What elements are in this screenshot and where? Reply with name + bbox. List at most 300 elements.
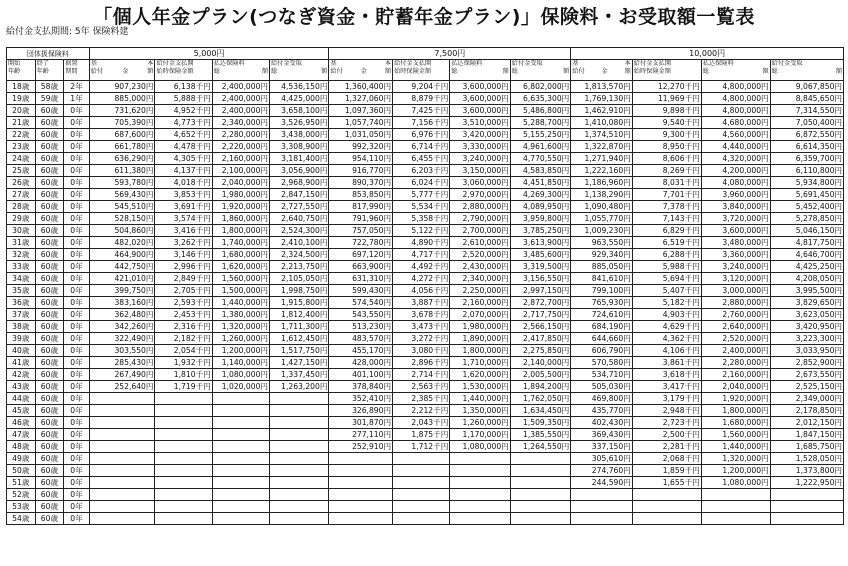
total-premium-7500-cell: 2,970,000円 <box>450 189 510 201</box>
total-premium-10000-cell: 4,560,000円 <box>701 129 770 141</box>
lump-sum-10000-cell: 5,988千円 <box>632 261 701 273</box>
total-receipt-7500-cell: 3,485,600円 <box>510 249 570 261</box>
total-receipt-10000-cell: 3,995,500円 <box>770 285 843 297</box>
total-receipt-7500-cell: 1,634,450円 <box>510 405 570 417</box>
total-receipt-5000-cell <box>270 513 329 525</box>
lump-sum-10000-cell: 2,068千円 <box>632 453 701 465</box>
total-receipt-7500-cell: 1,264,550円 <box>510 441 570 453</box>
start-age-cell: 19歳 <box>7 93 36 105</box>
total-premium-10000-cell: 1,440,000円 <box>701 441 770 453</box>
base-benefit-5000-cell: 731,620円 <box>89 105 155 117</box>
total-premium-7500-cell: 2,520,000円 <box>450 249 510 261</box>
lump-sum-7500-cell <box>393 465 450 477</box>
base-benefit-5000-cell: 907,230円 <box>89 81 155 93</box>
total-receipt-7500-cell <box>510 477 570 489</box>
total-premium-7500-cell: 1,080,000円 <box>450 441 510 453</box>
lump-sum-7500-cell <box>393 477 450 489</box>
group-header-10000: 10,000円 <box>571 48 844 60</box>
start-age-cell: 48歳 <box>7 441 36 453</box>
base-benefit-7500-cell: 326,890円 <box>329 405 393 417</box>
start-age-cell: 25歳 <box>7 165 36 177</box>
start-age-cell: 30歳 <box>7 225 36 237</box>
total-premium-10000-cell: 4,080,000円 <box>701 177 770 189</box>
base-benefit-10000-cell: 1,090,480円 <box>571 201 633 213</box>
base-benefit-10000-cell: 1,410,080円 <box>571 117 633 129</box>
total-premium-5000-cell: 1,500,000円 <box>212 285 269 297</box>
deferral-period-cell: 0年 <box>64 225 89 237</box>
deferral-period-cell: 0年 <box>64 153 89 165</box>
deferral-period-cell: 0年 <box>64 489 89 501</box>
deferral-period-cell: 0年 <box>64 333 89 345</box>
base-benefit-7500-cell: 663,900円 <box>329 261 393 273</box>
lump-sum-5000-cell: 2,996千円 <box>155 261 212 273</box>
lump-sum-7500-cell: 4,492千円 <box>393 261 450 273</box>
lump-sum-5000-cell: 3,262千円 <box>155 237 212 249</box>
deferral-period-cell: 0年 <box>64 501 89 513</box>
base-benefit-5000-cell: 399,750円 <box>89 285 155 297</box>
start-age-cell: 33歳 <box>7 261 36 273</box>
lump-sum-10000-cell: 3,861千円 <box>632 357 701 369</box>
page-title: 「個人年金プラン(つなぎ資金・貯蓄年金プラン)」保険料・お受取額一覧表 <box>93 6 755 28</box>
total-premium-10000-cell: 3,000,000円 <box>701 285 770 297</box>
base-benefit-7500-cell: 483,570円 <box>329 333 393 345</box>
base-benefit-7500-cell: 853,850円 <box>329 189 393 201</box>
total-receipt-5000-cell: 2,324,500円 <box>270 249 329 261</box>
total-premium-5000-cell: 1,920,000円 <box>212 201 269 213</box>
total-receipt-7500-cell <box>510 465 570 477</box>
lump-sum-10000-cell: 8,269千円 <box>632 165 701 177</box>
start-age-cell: 34歳 <box>7 273 36 285</box>
base-benefit-5000-cell: 362,480円 <box>89 309 155 321</box>
total-receipt-7500-cell: 5,288,700円 <box>510 117 570 129</box>
lump-sum-7500-cell: 3,473千円 <box>393 321 450 333</box>
deferral-period-cell: 0年 <box>64 117 89 129</box>
total-premium-10000-cell: 4,440,000円 <box>701 141 770 153</box>
end-age-cell: 60歳 <box>35 201 64 213</box>
base-benefit-5000-cell <box>89 405 155 417</box>
lump-sum-10000-cell: 9,300千円 <box>632 129 701 141</box>
total-premium-5000-cell: 2,400,000円 <box>212 93 269 105</box>
base-benefit-7500-cell: 722,780円 <box>329 237 393 249</box>
start-age-cell: 29歳 <box>7 213 36 225</box>
lump-sum-header-5000: 給付金支払開 始時保険金額 <box>155 60 212 81</box>
total-receipt-10000-cell: 2,349,000円 <box>770 393 843 405</box>
total-premium-5000-cell: 2,400,000円 <box>212 81 269 93</box>
base-benefit-5000-cell: 661,780円 <box>89 141 155 153</box>
start-age-cell: 54歳 <box>7 513 36 525</box>
lump-sum-10000-cell: 4,903千円 <box>632 309 701 321</box>
total-premium-5000-cell: 1,740,000円 <box>212 237 269 249</box>
total-premium-5000-cell: 1,260,000円 <box>212 333 269 345</box>
base-benefit-header-10000: 基 本 給付 金 額 <box>571 60 633 81</box>
start-age-cell: 51歳 <box>7 477 36 489</box>
base-benefit-7500-cell <box>329 477 393 489</box>
table-row <box>7 489 844 501</box>
table-row <box>7 297 844 309</box>
total-premium-7500-cell: 2,250,000円 <box>450 285 510 297</box>
base-benefit-10000-cell: 963,550円 <box>571 237 633 249</box>
total-premium-7500-cell: 1,620,000円 <box>450 369 510 381</box>
lump-sum-10000-cell: 2,948千円 <box>632 405 701 417</box>
lump-sum-7500-cell: 5,534千円 <box>393 201 450 213</box>
total-premium-7500-cell: 1,440,000円 <box>450 393 510 405</box>
end-age-cell: 60歳 <box>35 393 64 405</box>
lump-sum-5000-cell: 4,018千円 <box>155 177 212 189</box>
lump-sum-10000-cell: 4,629千円 <box>632 321 701 333</box>
total-premium-5000-cell <box>212 441 269 453</box>
table-row <box>7 465 844 477</box>
lump-sum-5000-cell: 5,888千円 <box>155 93 212 105</box>
base-benefit-7500-cell: 992,320円 <box>329 141 393 153</box>
lump-sum-10000-cell: 8,950千円 <box>632 141 701 153</box>
lump-sum-7500-cell: 2,385千円 <box>393 393 450 405</box>
total-premium-10000-cell: 1,560,000円 <box>701 429 770 441</box>
base-benefit-7500-cell: 1,360,400円 <box>329 81 393 93</box>
total-premium-10000-cell: 2,280,000円 <box>701 357 770 369</box>
deferral-period-cell: 0年 <box>64 105 89 117</box>
lump-sum-10000-cell <box>632 489 701 501</box>
total-receipt-7500-cell <box>510 453 570 465</box>
end-age-cell: 60歳 <box>35 141 64 153</box>
base-benefit-10000-cell: 1,813,570円 <box>571 81 633 93</box>
total-premium-5000-cell: 1,080,000円 <box>212 369 269 381</box>
total-premium-5000-cell: 1,680,000円 <box>212 249 269 261</box>
deferral-period-cell: 2年 <box>64 81 89 93</box>
total-receipt-7500-cell: 2,566,150円 <box>510 321 570 333</box>
base-benefit-header-5000: 基 本 給付 金 額 <box>89 60 155 81</box>
total-receipt-7500-cell <box>510 489 570 501</box>
total-premium-10000-cell: 2,640,000円 <box>701 321 770 333</box>
lump-sum-7500-cell: 2,563千円 <box>393 381 450 393</box>
end-age-cell: 60歳 <box>35 153 64 165</box>
lump-sum-7500-cell: 5,122千円 <box>393 225 450 237</box>
end-age-cell: 60歳 <box>35 321 64 333</box>
lump-sum-10000-cell: 5,182千円 <box>632 297 701 309</box>
total-premium-5000-cell: 2,400,000円 <box>212 105 269 117</box>
start-age-cell: 40歳 <box>7 345 36 357</box>
deferral-period-cell: 0年 <box>64 477 89 489</box>
total-premium-10000-cell: 4,800,000円 <box>701 105 770 117</box>
total-premium-7500-cell: 1,530,000円 <box>450 381 510 393</box>
end-age-cell: 58歳 <box>35 81 64 93</box>
total-receipt-7500-cell <box>510 513 570 525</box>
deferral-period-cell: 0年 <box>64 321 89 333</box>
total-receipt-10000-cell: 1,373,800円 <box>770 465 843 477</box>
lump-sum-10000-cell: 4,362千円 <box>632 333 701 345</box>
base-benefit-7500-cell: 1,327,060円 <box>329 93 393 105</box>
table-row <box>7 129 844 141</box>
lump-sum-7500-cell: 4,056千円 <box>393 285 450 297</box>
table-row <box>7 189 844 201</box>
start-age-cell: 27歳 <box>7 189 36 201</box>
lump-sum-5000-cell: 2,593千円 <box>155 297 212 309</box>
base-benefit-5000-cell: 545,510円 <box>89 201 155 213</box>
total-premium-5000-cell: 2,040,000円 <box>212 177 269 189</box>
total-receipt-5000-cell: 3,308,900円 <box>270 141 329 153</box>
base-benefit-5000-cell: 528,150円 <box>89 213 155 225</box>
total-receipt-5000-cell <box>270 441 329 453</box>
total-receipt-10000-cell: 1,685,750円 <box>770 441 843 453</box>
total-receipt-5000-cell: 2,213,750円 <box>270 261 329 273</box>
total-receipt-7500-cell: 1,509,350円 <box>510 417 570 429</box>
total-premium-5000-cell: 1,860,000円 <box>212 213 269 225</box>
lump-sum-5000-cell: 3,574千円 <box>155 213 212 225</box>
total-receipt-7500-cell: 2,275,850円 <box>510 345 570 357</box>
total-receipt-header-7500: 給付金受取 総 額 <box>510 60 570 81</box>
lump-sum-5000-cell <box>155 489 212 501</box>
end-age-cell: 60歳 <box>35 441 64 453</box>
total-receipt-10000-cell <box>770 489 843 501</box>
total-receipt-7500-cell: 1,762,050円 <box>510 393 570 405</box>
base-benefit-10000-cell: 469,800円 <box>571 393 633 405</box>
total-receipt-7500-cell: 6,635,300円 <box>510 93 570 105</box>
base-benefit-10000-cell: 1,769,130円 <box>571 93 633 105</box>
lump-sum-7500-cell: 8,879千円 <box>393 93 450 105</box>
end-age-cell: 60歳 <box>35 357 64 369</box>
base-benefit-5000-cell <box>89 465 155 477</box>
total-receipt-5000-cell: 1,337,450円 <box>270 369 329 381</box>
lump-sum-5000-cell <box>155 477 212 489</box>
total-premium-5000-cell: 2,280,000円 <box>212 129 269 141</box>
total-premium-10000-cell: 2,760,000円 <box>701 309 770 321</box>
start-age-cell: 21歳 <box>7 117 36 129</box>
total-premium-5000-cell: 1,800,000円 <box>212 225 269 237</box>
start-age-cell: 22歳 <box>7 129 36 141</box>
start-age-cell: 37歳 <box>7 309 36 321</box>
total-receipt-10000-cell: 1,847,150円 <box>770 429 843 441</box>
base-benefit-7500-cell: 378,840円 <box>329 381 393 393</box>
base-benefit-7500-cell: 277,110円 <box>329 429 393 441</box>
lump-sum-5000-cell: 4,137千円 <box>155 165 212 177</box>
lump-sum-10000-cell: 4,106千円 <box>632 345 701 357</box>
lump-sum-7500-cell <box>393 501 450 513</box>
premium-table <box>6 47 844 525</box>
base-benefit-7500-cell: 791,960円 <box>329 213 393 225</box>
base-benefit-10000-cell: 305,610円 <box>571 453 633 465</box>
deferral-period-cell: 0年 <box>64 237 89 249</box>
total-receipt-7500-cell: 2,140,000円 <box>510 357 570 369</box>
total-premium-10000-cell: 4,320,000円 <box>701 153 770 165</box>
total-premium-10000-cell: 2,520,000円 <box>701 333 770 345</box>
base-benefit-7500-cell: 401,100円 <box>329 369 393 381</box>
total-receipt-7500-cell <box>510 501 570 513</box>
total-receipt-5000-cell <box>270 453 329 465</box>
total-premium-10000-cell: 2,160,000円 <box>701 369 770 381</box>
end-age-cell: 60歳 <box>35 249 64 261</box>
total-premium-7500-cell: 3,420,000円 <box>450 129 510 141</box>
deferral-period-cell: 0年 <box>64 177 89 189</box>
lump-sum-10000-cell: 12,270千円 <box>632 81 701 93</box>
total-receipt-5000-cell: 1,915,800円 <box>270 297 329 309</box>
start-age-cell: 35歳 <box>7 285 36 297</box>
end-age-cell: 60歳 <box>35 177 64 189</box>
start-age-cell: 31歳 <box>7 237 36 249</box>
total-premium-5000-cell: 1,560,000円 <box>212 273 269 285</box>
total-receipt-10000-cell: 6,872,550円 <box>770 129 843 141</box>
total-receipt-10000-cell: 1,222,950円 <box>770 477 843 489</box>
total-premium-5000-cell <box>212 405 269 417</box>
base-benefit-7500-cell: 631,310円 <box>329 273 393 285</box>
total-premium-7500-cell: 1,170,000円 <box>450 429 510 441</box>
total-receipt-7500-cell: 3,613,900円 <box>510 237 570 249</box>
deferral-period-cell: 0年 <box>64 417 89 429</box>
table-row <box>7 273 844 285</box>
lump-sum-7500-cell: 6,714千円 <box>393 141 450 153</box>
total-premium-10000-cell: 4,800,000円 <box>701 93 770 105</box>
base-benefit-7500-cell: 1,097,360円 <box>329 105 393 117</box>
total-receipt-10000-cell: 4,425,250円 <box>770 261 843 273</box>
lump-sum-10000-cell: 3,417千円 <box>632 381 701 393</box>
total-receipt-10000-cell: 5,691,450円 <box>770 189 843 201</box>
lump-sum-5000-cell: 3,691千円 <box>155 201 212 213</box>
total-premium-5000-cell: 1,140,000円 <box>212 357 269 369</box>
base-benefit-5000-cell: 885,000円 <box>89 93 155 105</box>
lump-sum-5000-cell: 2,316千円 <box>155 321 212 333</box>
base-benefit-5000-cell <box>89 477 155 489</box>
lump-sum-5000-cell: 3,416千円 <box>155 225 212 237</box>
deferral-period-cell: 0年 <box>64 249 89 261</box>
total-premium-10000-cell: 3,120,000円 <box>701 273 770 285</box>
base-benefit-10000-cell: 570,580円 <box>571 357 633 369</box>
table-row <box>7 405 844 417</box>
table-row <box>7 477 844 489</box>
lump-sum-10000-cell: 7,378千円 <box>632 201 701 213</box>
deferral-period-cell: 0年 <box>64 129 89 141</box>
lump-sum-10000-cell <box>632 501 701 513</box>
total-premium-7500-cell: 2,070,000円 <box>450 309 510 321</box>
total-premium-10000-cell: 4,680,000円 <box>701 117 770 129</box>
total-premium-5000-cell: 1,200,000円 <box>212 345 269 357</box>
lump-sum-10000-cell: 6,519千円 <box>632 237 701 249</box>
deferral-period-cell: 0年 <box>64 405 89 417</box>
base-benefit-5000-cell: 285,430円 <box>89 357 155 369</box>
lump-sum-7500-cell: 9,204千円 <box>393 81 450 93</box>
lump-sum-7500-cell: 5,777千円 <box>393 189 450 201</box>
start-age-cell: 43歳 <box>7 381 36 393</box>
base-benefit-5000-cell: 569,430円 <box>89 189 155 201</box>
deferral-period-cell: 0年 <box>64 345 89 357</box>
start-age-cell: 20歳 <box>7 105 36 117</box>
total-receipt-7500-cell: 2,997,150円 <box>510 285 570 297</box>
total-receipt-header-5000: 給付金受取 総 額 <box>270 60 329 81</box>
total-receipt-header-10000: 給付金受取 総 額 <box>770 60 843 81</box>
base-benefit-10000-cell: 929,340円 <box>571 249 633 261</box>
deferral-period-cell: 0年 <box>64 465 89 477</box>
base-benefit-10000-cell: 644,660円 <box>571 333 633 345</box>
base-benefit-10000-cell: 369,430円 <box>571 429 633 441</box>
total-premium-7500-cell: 2,880,000円 <box>450 201 510 213</box>
total-receipt-10000-cell: 7,314,550円 <box>770 105 843 117</box>
start-age-cell: 26歳 <box>7 177 36 189</box>
total-premium-5000-cell: 1,380,000円 <box>212 309 269 321</box>
total-premium-10000-cell <box>701 513 770 525</box>
lump-sum-10000-cell: 2,723千円 <box>632 417 701 429</box>
total-receipt-7500-cell: 1,894,200円 <box>510 381 570 393</box>
total-premium-10000-cell: 3,480,000円 <box>701 237 770 249</box>
lump-sum-10000-cell: 11,969千円 <box>632 93 701 105</box>
lump-sum-7500-cell: 3,080千円 <box>393 345 450 357</box>
lump-sum-7500-cell: 1,875千円 <box>393 429 450 441</box>
base-benefit-5000-cell: 267,490円 <box>89 369 155 381</box>
table-row <box>7 117 844 129</box>
lump-sum-header-7500: 給付金支払開 始時保険金額 <box>393 60 450 81</box>
end-age-cell: 60歳 <box>35 273 64 285</box>
deferral-period-cell: 0年 <box>64 453 89 465</box>
table-row <box>7 333 844 345</box>
end-age-cell: 60歳 <box>35 297 64 309</box>
table-row <box>7 429 844 441</box>
deferral-period-cell: 0年 <box>64 201 89 213</box>
total-premium-10000-cell: 2,880,000円 <box>701 297 770 309</box>
end-age-cell: 60歳 <box>35 513 64 525</box>
lump-sum-7500-cell: 6,976千円 <box>393 129 450 141</box>
total-premium-7500-cell: 3,330,000円 <box>450 141 510 153</box>
lump-sum-5000-cell <box>155 513 212 525</box>
deferral-period-cell: 0年 <box>64 309 89 321</box>
end-age-cell: 60歳 <box>35 285 64 297</box>
lump-sum-5000-cell <box>155 501 212 513</box>
lump-sum-7500-cell: 3,272千円 <box>393 333 450 345</box>
total-premium-7500-cell: 1,260,000円 <box>450 417 510 429</box>
base-benefit-5000-cell: 504,860円 <box>89 225 155 237</box>
total-premium-5000-cell: 1,440,000円 <box>212 297 269 309</box>
total-premium-10000-cell: 2,400,000円 <box>701 345 770 357</box>
total-receipt-5000-cell: 4,536,150円 <box>270 81 329 93</box>
lump-sum-5000-cell: 4,652千円 <box>155 129 212 141</box>
total-receipt-7500-cell: 4,583,850円 <box>510 165 570 177</box>
total-premium-7500-cell <box>450 477 510 489</box>
total-receipt-10000-cell <box>770 501 843 513</box>
base-benefit-5000-cell: 442,750円 <box>89 261 155 273</box>
base-benefit-7500-cell <box>329 465 393 477</box>
total-receipt-10000-cell: 3,223,300円 <box>770 333 843 345</box>
table-row <box>7 345 844 357</box>
total-premium-10000-cell <box>701 489 770 501</box>
lump-sum-7500-cell: 2,212千円 <box>393 405 450 417</box>
total-receipt-10000-cell: 8,845,650円 <box>770 93 843 105</box>
base-benefit-7500-cell: 455,170円 <box>329 345 393 357</box>
start-age-header: 開始 年齢 <box>7 60 36 81</box>
total-premium-10000-cell: 3,600,000円 <box>701 225 770 237</box>
total-receipt-10000-cell: 3,420,950円 <box>770 321 843 333</box>
base-benefit-5000-cell <box>89 501 155 513</box>
total-receipt-5000-cell: 2,727,550円 <box>270 201 329 213</box>
table-row <box>7 357 844 369</box>
base-benefit-7500-cell: 428,000円 <box>329 357 393 369</box>
end-age-cell: 60歳 <box>35 405 64 417</box>
total-premium-7500-cell: 1,800,000円 <box>450 345 510 357</box>
total-receipt-7500-cell: 4,451,850円 <box>510 177 570 189</box>
total-receipt-10000-cell: 3,033,950円 <box>770 345 843 357</box>
start-age-cell: 47歳 <box>7 429 36 441</box>
total-receipt-5000-cell: 3,056,900円 <box>270 165 329 177</box>
total-premium-5000-cell <box>212 417 269 429</box>
table-row <box>7 165 844 177</box>
lump-sum-10000-cell: 8,031千円 <box>632 177 701 189</box>
base-benefit-7500-cell <box>329 501 393 513</box>
deferral-period-cell: 0年 <box>64 429 89 441</box>
base-benefit-7500-cell: 599,430円 <box>329 285 393 297</box>
lump-sum-7500-cell: 3,887千円 <box>393 297 450 309</box>
deferral-period-cell: 0年 <box>64 381 89 393</box>
total-receipt-7500-cell: 2,417,850円 <box>510 333 570 345</box>
total-receipt-10000-cell: 4,817,750円 <box>770 237 843 249</box>
lump-sum-7500-cell <box>393 513 450 525</box>
table-row <box>7 441 844 453</box>
total-receipt-10000-cell <box>770 513 843 525</box>
base-benefit-5000-cell: 322,490円 <box>89 333 155 345</box>
total-premium-7500-cell: 3,600,000円 <box>450 93 510 105</box>
